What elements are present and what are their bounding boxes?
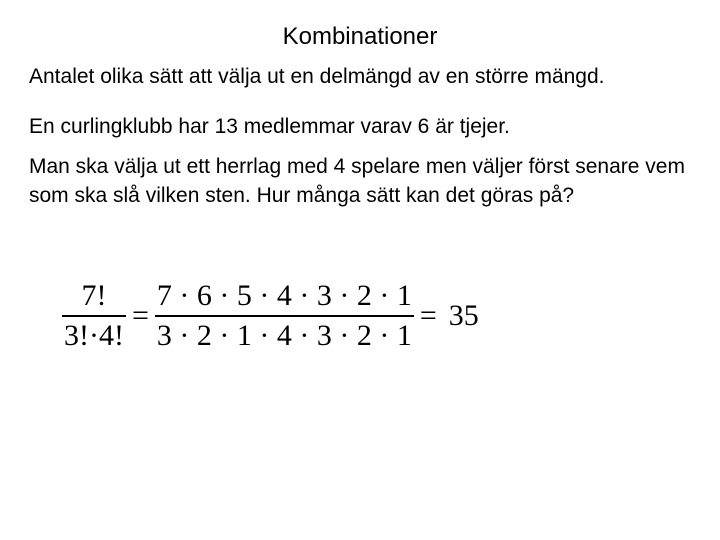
- fraction-expanded-numerator: 7 · 6 · 5 · 4 · 3 · 2 · 1: [156, 279, 412, 312]
- fraction-expanded: [155, 279, 414, 353]
- paragraph-definition: Antalet olika sätt att välja ut en delmängd av en större mängd.: [29, 65, 605, 88]
- slide-title: Kombinationer: [282, 23, 438, 50]
- fraction-factorial-numerator: 7!: [81, 279, 107, 312]
- fraction-expanded-denominator: 3 · 2 · 1 · 4 · 3 · 2 · 1: [156, 319, 412, 352]
- fraction-factorial-denominator: 3!·4!: [64, 319, 124, 352]
- fraction-bar: [62, 315, 126, 317]
- formula-result: 35: [448, 299, 479, 332]
- fraction-factorial: [62, 279, 126, 353]
- paragraph-club-info: En curlingklubb har 13 medlemmar varav 6 är tjejer.: [29, 115, 510, 138]
- equals-sign: =: [419, 299, 437, 332]
- combination-formula: [62, 276, 485, 356]
- fraction-bar: [155, 315, 414, 317]
- equals-sign: =: [131, 299, 149, 332]
- paragraph-question: Man ska välja ut ett herrlag med 4 spelare men väljer först senare vem som ska slå vilken sten. Hur många sätt kan det göras på?: [29, 155, 685, 207]
